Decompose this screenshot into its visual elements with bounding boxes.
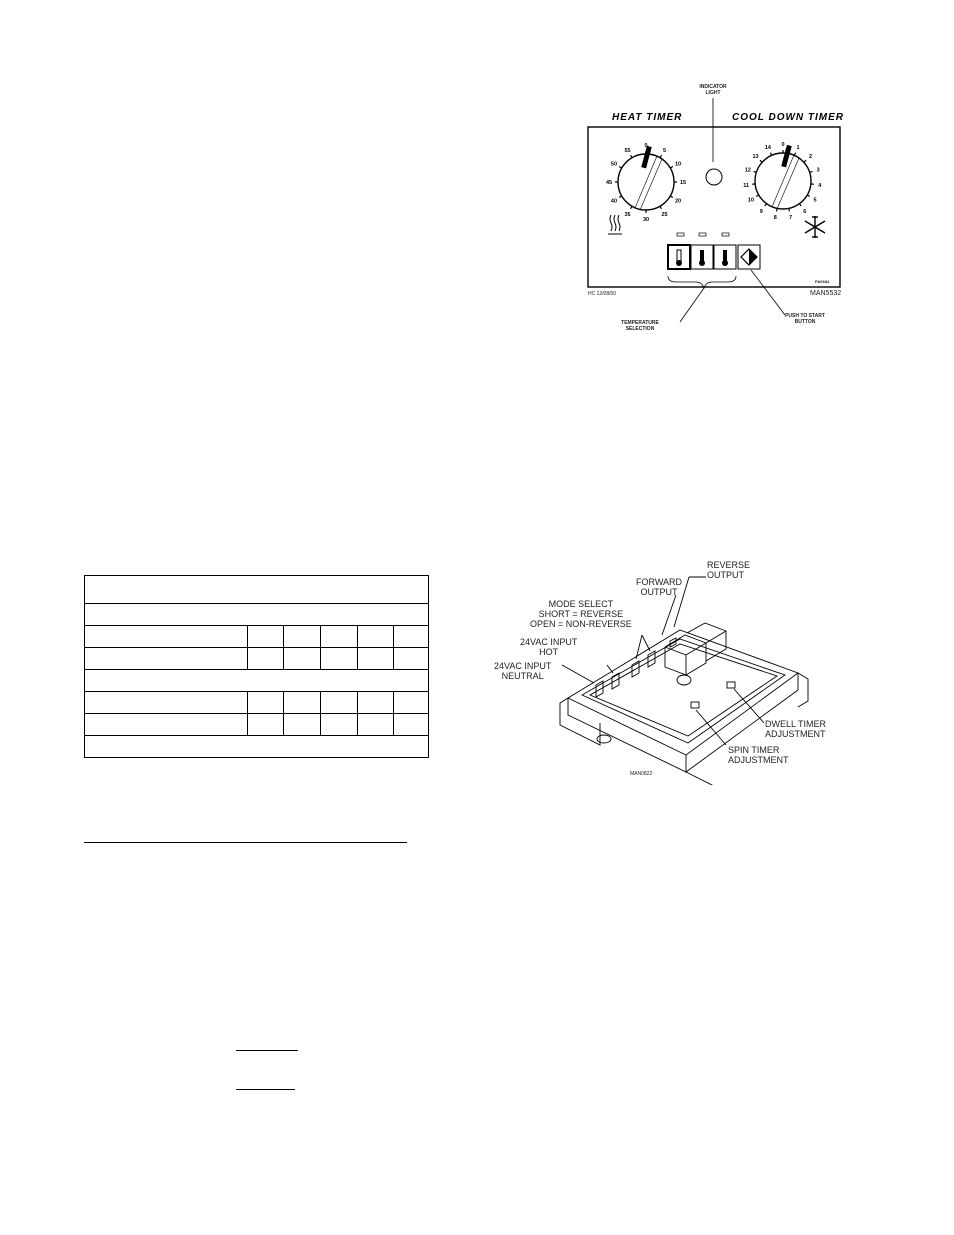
cool-dial-number: 11 — [743, 182, 750, 189]
forward-output-label: FORWARD OUTPUT — [636, 577, 682, 597]
heat-dial-number: 20 — [674, 198, 682, 205]
cool-dial-tick — [807, 195, 810, 197]
thermometer-medium-icon — [699, 250, 705, 266]
blank-underline-2 — [236, 1089, 295, 1090]
heat-dial-tick — [619, 167, 622, 169]
cool-dial-number: 7 — [789, 215, 793, 222]
cool-dial-tick — [777, 208, 778, 211]
table-row — [85, 692, 429, 714]
cool-dial-number: 2 — [808, 154, 813, 161]
mode-select-label: MODE SELECT SHORT = REVERSE OPEN = NON-REVERSE — [530, 599, 632, 629]
cool-dial-number: 8 — [773, 215, 777, 222]
heat-dial-number: 10 — [674, 161, 682, 168]
heat-dial-tick — [631, 206, 633, 209]
cool-dial-number: 9 — [759, 208, 763, 215]
corner-code: PA0684 — [815, 279, 830, 284]
section-heading-underline — [84, 842, 407, 843]
heat-dial-number: 25 — [661, 212, 668, 219]
cool-dial-tick — [804, 160, 806, 162]
cool-dial-number: 0 — [781, 142, 785, 148]
snowflake-icon — [805, 216, 825, 238]
temperature-button-low[interactable] — [714, 245, 736, 269]
heat-dial-tick — [631, 155, 633, 158]
cool-dial-number: 4 — [818, 182, 822, 189]
control-panel-diagram — [585, 80, 845, 340]
cool-dial-tick — [760, 160, 762, 162]
input-neutral-label: 24VAC INPUT NEUTRAL — [494, 661, 552, 681]
cool-dial-tick — [756, 195, 759, 197]
table-row — [85, 714, 429, 736]
table-row — [85, 604, 429, 626]
temperature-selection-label: TEMPERATURE SELECTION — [621, 320, 659, 332]
cool-dial-tick — [794, 153, 795, 156]
timer-board-diagram — [490, 555, 850, 785]
heat-dial-number: 15 — [679, 180, 687, 186]
cool-dial-tick — [799, 204, 801, 206]
indicator-light-label: INDICATOR LIGHT — [699, 84, 727, 96]
cool-dial-number: 13 — [752, 154, 759, 161]
dwell-timer-label: DWELL TIMER ADJUSTMENT — [765, 719, 827, 739]
heat-dial-number: 30 — [642, 217, 650, 223]
cool-dial-tick — [770, 153, 771, 156]
heat-dial-number: 0 — [644, 143, 648, 149]
heat-dial-number: 5 — [662, 147, 667, 154]
heat-dial-tick — [660, 155, 662, 158]
cool-dial-number: 10 — [747, 197, 755, 204]
panel-part-number: MAN5532 — [810, 290, 842, 297]
cool-dial-number: 6 — [803, 208, 807, 215]
cool-down-timer-dial — [755, 145, 811, 209]
heat-dial-number: 55 — [624, 147, 631, 154]
spin-timer-label: SPIN TIMER ADJUSTMENT — [728, 745, 789, 765]
heat-dial-tick — [619, 196, 622, 198]
table-row — [85, 576, 429, 604]
date-code: HC 12/08/00 — [588, 291, 617, 297]
thermometer-low-icon — [722, 250, 728, 266]
cool-down-timer-label: COOL DOWN TIMER — [732, 112, 845, 123]
heat-dial-number: 40 — [610, 198, 618, 205]
thermometer-high-icon — [676, 250, 682, 266]
heat-wavy-lines-icon — [608, 215, 622, 234]
temperature-button-medium[interactable] — [691, 245, 713, 269]
cool-dial-number: 1 — [796, 145, 800, 152]
push-to-start-label: PUSH TO START BUTTON — [785, 313, 825, 325]
table-row — [85, 648, 429, 670]
heat-timer-dial — [618, 146, 674, 210]
push-to-start-button[interactable] — [738, 245, 760, 269]
heat-dial-number: 45 — [605, 180, 613, 186]
temperature-button-high[interactable] — [668, 245, 690, 269]
heat-dial-tick — [670, 196, 673, 198]
blank-underline-1 — [236, 1050, 298, 1051]
reverse-output-label: REVERSE OUTPUT — [707, 560, 751, 580]
diamond-start-icon — [741, 249, 757, 265]
heat-dial-number: 35 — [624, 212, 631, 219]
input-hot-label: 24VAC INPUT HOT — [520, 637, 578, 657]
table-row — [85, 670, 429, 692]
board-part-number: MAN0822 — [630, 771, 653, 777]
cool-dial-number: 14 — [764, 145, 772, 152]
heat-dial-tick — [660, 206, 662, 209]
heat-timer-label: HEAT TIMER — [612, 112, 683, 123]
cool-dial-tick — [789, 208, 790, 211]
cool-dial-tick — [765, 204, 767, 206]
table-row — [85, 736, 429, 758]
cool-dial-number: 12 — [744, 167, 751, 174]
control-panel-drawing — [585, 80, 845, 340]
heat-dial-tick — [670, 167, 673, 169]
table-row — [85, 626, 429, 648]
cool-dial-number: 5 — [813, 197, 817, 204]
settings-table — [84, 575, 429, 758]
heat-dial-number: 50 — [610, 161, 618, 168]
cool-dial-number: 3 — [816, 167, 820, 174]
